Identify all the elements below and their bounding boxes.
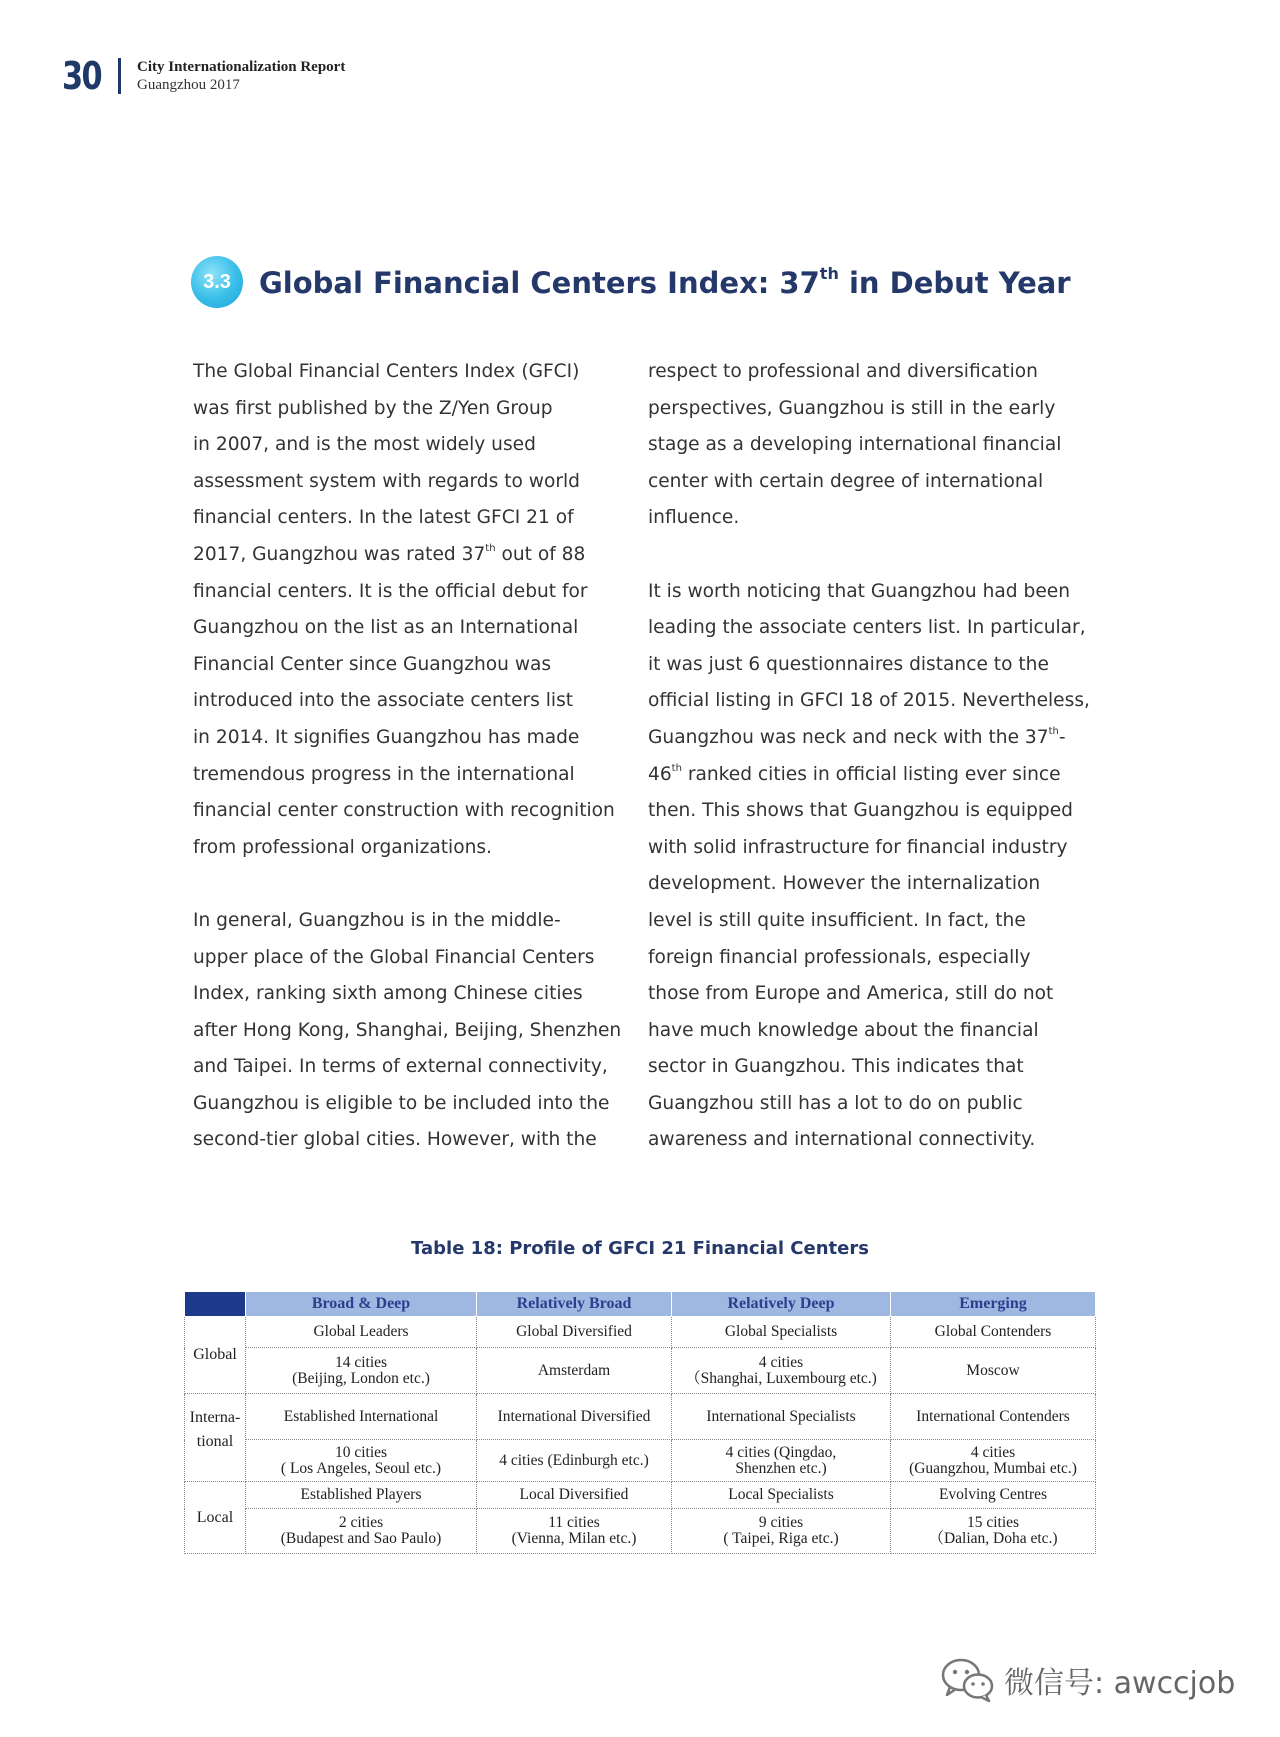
wechat-icon — [940, 1657, 996, 1703]
cell-line: (Beijing, London etc.) — [292, 1369, 430, 1387]
paragraph — [193, 903, 629, 1159]
text-line: with solid infrastructure for financial industry — [648, 836, 1068, 858]
text-line: assessment system with regards to world — [193, 470, 580, 492]
cell-line: 10 cities — [334, 1443, 388, 1461]
table-cell — [477, 1348, 672, 1394]
table-cell — [672, 1440, 891, 1482]
text-line: financial center construction with recognition — [193, 800, 615, 822]
cell-line: Moscow — [966, 1361, 1020, 1379]
table-cell — [672, 1348, 891, 1394]
section-heading — [191, 256, 1071, 308]
table-cell — [246, 1440, 477, 1482]
text-line: Financial Center since Guangzhou was — [193, 653, 552, 675]
text-line: perspectives, Guangzhou is still in the early — [648, 397, 1056, 419]
table-cell: Local Specialists — [672, 1482, 891, 1509]
cell-line: 11 cities — [548, 1514, 600, 1531]
text-line: sector in Guangzhou. This indicates that — [648, 1056, 1024, 1078]
text-line: leading the associate centers list. In particular, — [648, 617, 1086, 639]
text-line: was first published by the Z/Yen Group — [193, 397, 553, 419]
cell-line: 2 cities — [338, 1514, 384, 1531]
section-title-sup: th — [819, 264, 839, 283]
text-line: and Taipei. In terms of external connectivity, — [193, 1056, 608, 1078]
paragraph — [193, 354, 629, 866]
text-line: awareness and international connectivity. — [648, 1129, 1036, 1151]
text-line: in 2014. It signifies Guangzhou has made — [193, 726, 580, 748]
table-cell — [477, 1509, 672, 1554]
report-title: City Internationalization Report — [137, 59, 346, 75]
cell-line: Interna- — [189, 1409, 241, 1426]
report-subtitle: Guangzhou 2017 — [137, 77, 240, 93]
text-line: stage as a developing international financial — [648, 434, 1062, 456]
table-cell — [246, 1509, 477, 1554]
text-line: 2017, Guangzhou was rated 37th out of 88 — [193, 542, 586, 565]
page-header — [62, 56, 345, 96]
table-cell: Established Players — [246, 1482, 477, 1509]
text-line: financial centers. It is the official debut for — [193, 580, 588, 602]
cell-line: Amsterdam — [537, 1361, 611, 1379]
text-line: level is still quite insufficient. In fact, the — [648, 909, 1026, 931]
table-cell — [477, 1440, 672, 1482]
text-line: In general, Guangzhou is in the middle- — [193, 909, 561, 931]
text-line: those from Europe and America, still do not — [648, 983, 1054, 1005]
cell-line: （Shanghai, Luxembourg etc.) — [685, 1369, 877, 1387]
text-line: Guangzhou still has a lot to do on public — [648, 1092, 1023, 1114]
cell-line: 14 cities — [334, 1353, 388, 1371]
column-header: Relatively Deep — [672, 1292, 891, 1317]
text-line: introduced into the associate centers list — [193, 690, 574, 712]
text-line: foreign financial professionals, especially — [648, 946, 1031, 968]
cell-line: (Guangzhou, Mumbai etc.) — [909, 1459, 1077, 1477]
cell-line: (Vienna, Milan etc.) — [511, 1530, 637, 1547]
gfci-profile-table — [184, 1291, 1096, 1554]
watermark-text: 微信号: awccjob — [1004, 1666, 1236, 1701]
table-row — [185, 1509, 1096, 1554]
section-title-end: in Debut Year — [838, 266, 1071, 300]
text-line: it was just 6 questionnaires distance to the — [648, 653, 1049, 675]
header-divider — [118, 58, 121, 94]
row-header-international — [185, 1394, 246, 1482]
section-title-main: Global Financial Centers Index: 37 — [259, 266, 820, 300]
left-column — [193, 354, 629, 1196]
cell-line: 4 cities — [758, 1353, 804, 1371]
text-line: Index, ranking sixth among Chinese cities — [193, 983, 583, 1005]
section-title — [259, 264, 1071, 300]
cell-line: ( Taipei, Riga etc.) — [723, 1530, 839, 1547]
table-cell: Evolving Centres — [891, 1482, 1096, 1509]
text-line: have much knowledge about the financial — [648, 1019, 1039, 1041]
text-line: then. This shows that Guangzhou is equipped — [648, 800, 1073, 822]
row-header-local: Local — [185, 1482, 246, 1554]
table-cell: Global Diversified — [477, 1317, 672, 1348]
row-header-global: Global — [185, 1317, 246, 1394]
table-cell — [891, 1509, 1096, 1554]
page-number: 30 — [62, 54, 102, 98]
cell-line: Shenzhen etc.) — [735, 1459, 827, 1477]
paragraph — [648, 354, 1084, 537]
table-row — [185, 1348, 1096, 1394]
table-cell — [246, 1348, 477, 1394]
text-line: financial centers. In the latest GFCI 21 of — [193, 507, 574, 529]
column-header: Emerging — [891, 1292, 1096, 1317]
text-line: after Hong Kong, Shanghai, Beijing, Shenzhen — [193, 1019, 622, 1041]
table-cell: International Specialists — [672, 1394, 891, 1440]
cell-line: (Budapest and Sao Paulo) — [280, 1530, 442, 1547]
text-line: respect to professional and diversification — [648, 361, 1038, 382]
text-line: influence. — [648, 507, 740, 529]
cell-line: 4 cities (Qingdao, — [725, 1443, 837, 1461]
column-header: Broad & Deep — [246, 1292, 477, 1317]
table-cell — [672, 1509, 891, 1554]
text-line: Guangzhou on the list as an International — [193, 617, 579, 639]
header-text — [137, 58, 345, 94]
section-number-badge: 3.3 — [191, 256, 243, 308]
table-cell: International Diversified — [477, 1394, 672, 1440]
text-line: tremendous progress in the international — [193, 763, 575, 785]
text-line: upper place of the Global Financial Centers — [193, 946, 595, 968]
text-line: 46th ranked cities in official listing ever since — [648, 762, 1061, 785]
text-line: second-tier global cities. However, with the — [193, 1129, 597, 1151]
paragraph — [648, 574, 1090, 1160]
text-line: center with certain degree of international — [648, 470, 1044, 492]
cell-line: （Dalian, Doha etc.) — [928, 1530, 1058, 1547]
cell-line: 9 cities — [758, 1514, 804, 1531]
table-cell: Local Diversified — [477, 1482, 672, 1509]
column-header: Relatively Broad — [477, 1292, 672, 1317]
text-line: Guangzhou is eligible to be included into the — [193, 1092, 610, 1114]
cell-line: 4 cities (Edinburgh etc.) — [499, 1451, 649, 1469]
table-caption: Table 18: Profile of GFCI 21 Financial Centers — [411, 1238, 869, 1259]
table-cell — [891, 1440, 1096, 1482]
text-line: in 2007, and is the most widely used — [193, 434, 536, 456]
table-row — [185, 1482, 1096, 1509]
table-row — [185, 1440, 1096, 1482]
table-cell: Global Leaders — [246, 1317, 477, 1348]
table-cell: Established International — [246, 1394, 477, 1440]
text-line: development. However the internalization — [648, 873, 1041, 895]
cell-line: 15 cities — [966, 1514, 1020, 1531]
table-row — [185, 1317, 1096, 1348]
cell-line: ( Los Angeles, Seoul etc.) — [280, 1459, 442, 1477]
right-column — [648, 354, 1090, 1196]
text-line: Guangzhou was neck and neck with the 37th- — [648, 725, 1066, 748]
text-line: The Global Financial Centers Index (GFCI) — [193, 361, 580, 382]
table-cell: Global Contenders — [891, 1317, 1096, 1348]
table-cell: Global Specialists — [672, 1317, 891, 1348]
table-cell: International Contenders — [891, 1394, 1096, 1440]
cell-line: 4 cities — [970, 1443, 1016, 1461]
table-cell — [891, 1348, 1096, 1394]
text-line: official listing in GFCI 18 of 2015. Nevertheless, — [648, 690, 1090, 712]
table-corner — [185, 1292, 246, 1317]
text-line: It is worth noticing that Guangzhou had been — [648, 580, 1070, 602]
table-row — [185, 1394, 1096, 1440]
cell-line: tional — [196, 1433, 234, 1450]
text-line: from professional organizations. — [193, 836, 492, 858]
watermark — [940, 1657, 1235, 1703]
